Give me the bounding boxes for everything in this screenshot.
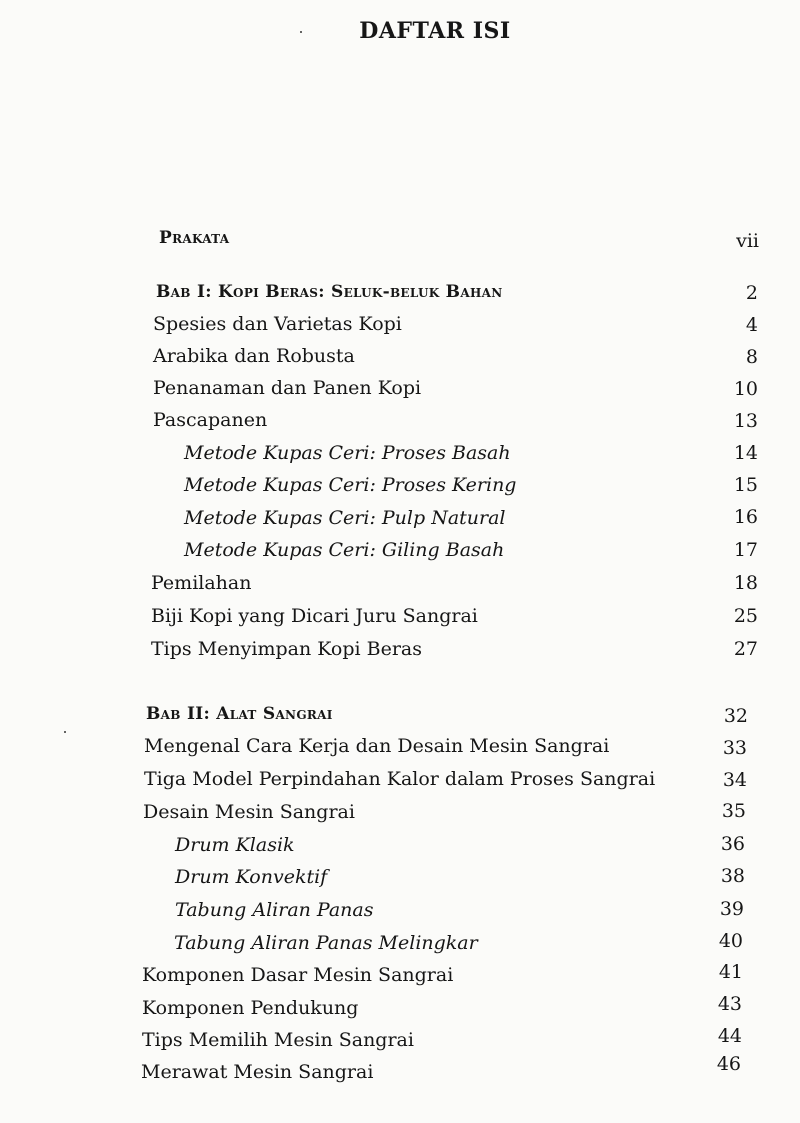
toc-entry-title: Pascapanen — [153, 409, 268, 431]
toc-entry-page-number: 40 — [718, 930, 743, 952]
toc-entry-page-number: 13 — [733, 410, 758, 432]
toc-page-slot — [0, 311, 758, 339]
toc-page-slot — [0, 407, 758, 435]
toc-entry-title: Metode Kupas Ceri: Pulp Natural — [184, 507, 506, 529]
toc-entry-title: Tiga Model Perpindahan Kalor dalam Proses Sangrai — [144, 768, 656, 790]
toc-page-slot — [0, 439, 758, 467]
toc-page-slot — [0, 1022, 742, 1050]
toc-entry-title: Komponen Pendukung — [142, 997, 359, 1019]
toc-page-slot — [0, 990, 742, 1018]
toc-entry-page-number: 18 — [733, 572, 758, 594]
toc-page-slot — [0, 227, 759, 255]
toc-entry-page-number: 32 — [723, 705, 748, 727]
toc-entry-title: Arabika dan Robusta — [153, 345, 355, 367]
toc-entry-title: Tabung Aliran Panas — [175, 899, 374, 921]
toc-page-slot — [0, 797, 746, 825]
toc-entry-page-number: 14 — [733, 442, 758, 464]
toc-entry-title: Merawat Mesin Sangrai — [141, 1061, 374, 1083]
toc-entry-page-number: 39 — [719, 898, 744, 920]
toc-page-slot — [0, 766, 747, 794]
dust-speck — [64, 731, 66, 733]
toc-entry-title: Drum Konvektif — [175, 866, 328, 888]
toc-entry-title: Drum Klasik — [175, 834, 295, 856]
toc-entry-page-number: 35 — [721, 800, 746, 822]
toc-entry-page-number: 16 — [733, 506, 758, 528]
toc-page-slot — [0, 503, 758, 531]
toc-page-slot — [0, 927, 743, 955]
toc-entry-page-number: 27 — [733, 638, 758, 660]
toc-entry-page-number: 36 — [720, 833, 745, 855]
toc-entry-title: Tips Menyimpan Kopi Beras — [151, 638, 423, 660]
toc-page-slot — [0, 536, 758, 564]
toc-entry-title: Komponen Dasar Mesin Sangrai — [142, 964, 454, 986]
toc-entry-title: Prakata — [159, 228, 230, 248]
toc-entry-page-number: 2 — [745, 282, 758, 304]
toc-entry-title: Tabung Aliran Panas Melingkar — [174, 932, 478, 954]
toc-page-slot — [0, 602, 758, 630]
page-title: DAFTAR ISI — [359, 18, 511, 44]
toc-entry-title: Bab I: Kopi Beras: Seluk-beluk Bahan — [156, 282, 503, 302]
toc-page-slot — [0, 569, 758, 597]
toc-entry-page-number: 34 — [722, 769, 747, 791]
toc-entry-page-number: 46 — [716, 1053, 741, 1075]
toc-page-slot — [0, 958, 743, 986]
toc-entry-title: Spesies dan Varietas Kopi — [153, 313, 402, 335]
toc-entry-title: Metode Kupas Ceri: Proses Kering — [184, 474, 517, 496]
toc-page-slot — [0, 375, 758, 403]
toc-page-slot — [0, 1050, 741, 1078]
toc-entry-title: Penanaman dan Panen Kopi — [153, 377, 422, 399]
toc-entry-page-number: 43 — [717, 993, 742, 1015]
toc-page-slot — [0, 830, 745, 858]
toc-entry-page-number: 15 — [733, 474, 758, 496]
toc-page-slot — [0, 862, 745, 890]
toc-entry-page-number: 41 — [718, 961, 743, 983]
toc-page-slot — [0, 279, 758, 307]
toc-entry-title: Mengenal Cara Kerja dan Desain Mesin Sangrai — [144, 735, 610, 757]
toc-page-slot — [0, 734, 747, 762]
toc-entry-title: Biji Kopi yang Dicari Juru Sangrai — [151, 605, 478, 627]
toc-entry-page-number: 4 — [745, 314, 758, 336]
toc-entry-page-number: 33 — [722, 737, 747, 759]
toc-entry-page-number: 44 — [717, 1025, 742, 1047]
toc-entry-title: Desain Mesin Sangrai — [143, 801, 355, 823]
toc-entry-page-number: 17 — [733, 539, 758, 561]
toc-entry-title: Metode Kupas Ceri: Proses Basah — [184, 442, 511, 464]
toc-page-slot — [0, 471, 758, 499]
dust-speck — [300, 31, 302, 33]
toc-entry-page-number: 25 — [733, 605, 758, 627]
toc-page-slot — [0, 635, 758, 663]
toc-entry-page-number: 10 — [733, 378, 758, 400]
toc-entry-title: Pemilahan — [151, 572, 252, 594]
toc-entry-title: Metode Kupas Ceri: Giling Basah — [184, 539, 505, 561]
toc-page-slot — [0, 343, 758, 371]
toc-page-slot — [0, 702, 748, 730]
toc-entry-page-number: vii — [736, 230, 759, 252]
toc-entry-page-number: 8 — [745, 346, 758, 368]
toc-page-slot — [0, 895, 744, 923]
toc-entry-title: Bab II: Alat Sangrai — [146, 704, 333, 724]
toc-entry-page-number: 38 — [720, 865, 745, 887]
toc-entry-title: Tips Memilih Mesin Sangrai — [142, 1029, 414, 1051]
